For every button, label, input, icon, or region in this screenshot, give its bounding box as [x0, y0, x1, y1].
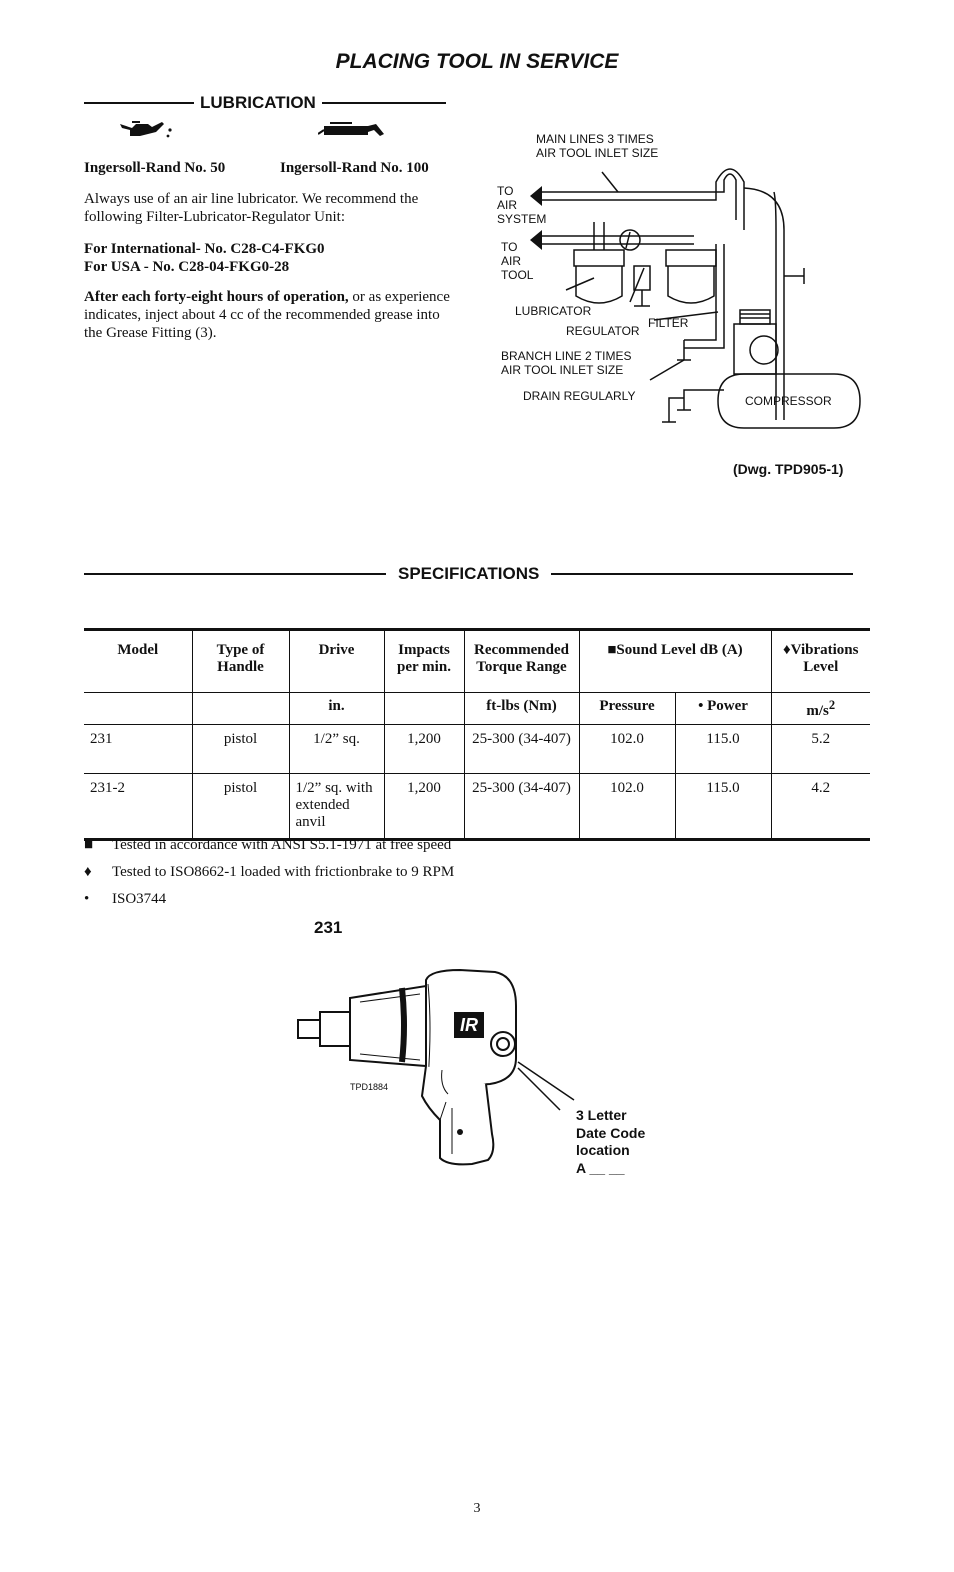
- lubricator-label: LUBRICATOR: [515, 304, 592, 318]
- tool-model-label: 231: [314, 918, 343, 937]
- drain-label: DRAIN REGULARLY: [523, 389, 636, 403]
- vibration-unit: $m/s^2$: [771, 693, 870, 725]
- footnote-sound: ■ Tested in accordance with ANSI S5.1-1971 at free speed: [84, 837, 452, 853]
- col-drive: Drive: [289, 630, 384, 693]
- table-units-row: in. ft-lbs (Nm) Pressure • Power $m/s^2$: [84, 693, 870, 725]
- footnote-power: • ISO3744: [84, 891, 167, 907]
- to-air-tool-label: TO AIR TOOL: [501, 240, 534, 282]
- to-air-system-label: TO AIR SYSTEM: [497, 184, 547, 226]
- lubricant-label-100: Ingersoll-Rand No. 100: [280, 160, 429, 176]
- drawing-ref: (Dwg. TPD905-1): [733, 461, 844, 477]
- oil-can-icon: [118, 118, 178, 142]
- lubricant-label-50: Ingersoll-Rand No. 50: [84, 160, 226, 176]
- page-title: PLACING TOOL IN SERVICE: [335, 50, 619, 73]
- col-sound: ■Sound Level dB (A): [579, 630, 771, 693]
- lubricator-paragraph: Always use of an air line lubricator. We recommend the following Filter-Lubricator-Regulator Unit:: [84, 191, 419, 225]
- footnote-vibration: ♦ Tested to ISO8662-1 loaded with frictionbrake to 9 RPM: [84, 864, 455, 880]
- filter-label: FILTER: [648, 316, 689, 330]
- impact-wrench-illustration: [290, 962, 590, 1172]
- col-handle: Type of Handle: [192, 630, 289, 693]
- table-row: 231-2 pistol 1/2” sq. with extended anvil 1,200 25-300 (34-407) 102.0 115.0 4.2: [84, 774, 870, 840]
- specifications-heading: SPECIFICATIONS: [84, 564, 853, 584]
- ir-logo: IR: [454, 1012, 484, 1038]
- col-torque: Recommended Torque Range: [464, 630, 579, 693]
- figure-ref: TPD1884: [350, 1082, 389, 1092]
- grease-paragraph: After each forty-eight hours of operation, or as experience indicates, inject about 4 cc of the recommended grease into the Grease Fitting (3).: [84, 289, 450, 341]
- col-vibration: ♦Vibrations Level: [771, 630, 870, 693]
- regulator-label: REGULATOR: [566, 324, 640, 338]
- col-impacts: Impacts per min.: [384, 630, 464, 693]
- intl-part-number: For International- No. C28-C4-FKG0: [84, 241, 325, 257]
- table-header-row: [84, 630, 870, 693]
- date-code-label: 3 Letter Date Code location A __ __: [576, 1107, 646, 1176]
- branch-line-label: BRANCH LINE 2 TIMES AIR TOOL INLET SIZE: [501, 349, 632, 377]
- lubrication-heading: LUBRICATION: [84, 93, 446, 113]
- specifications-table: [84, 628, 870, 841]
- table-row: 231 pistol 1/2” sq. 1,200 25-300 (34-407) 102.0 115.0 5.2: [84, 725, 870, 774]
- usa-part-number: For USA - No. C28-04-FKG0-28: [84, 259, 290, 275]
- compressor-label: COMPRESSOR: [745, 394, 832, 408]
- page-number: 3: [473, 1501, 481, 1516]
- main-lines-label: MAIN LINES 3 TIMES AIR TOOL INLET SIZE: [536, 132, 659, 160]
- col-model: Model: [84, 630, 192, 693]
- grease-gun-icon: [318, 118, 388, 142]
